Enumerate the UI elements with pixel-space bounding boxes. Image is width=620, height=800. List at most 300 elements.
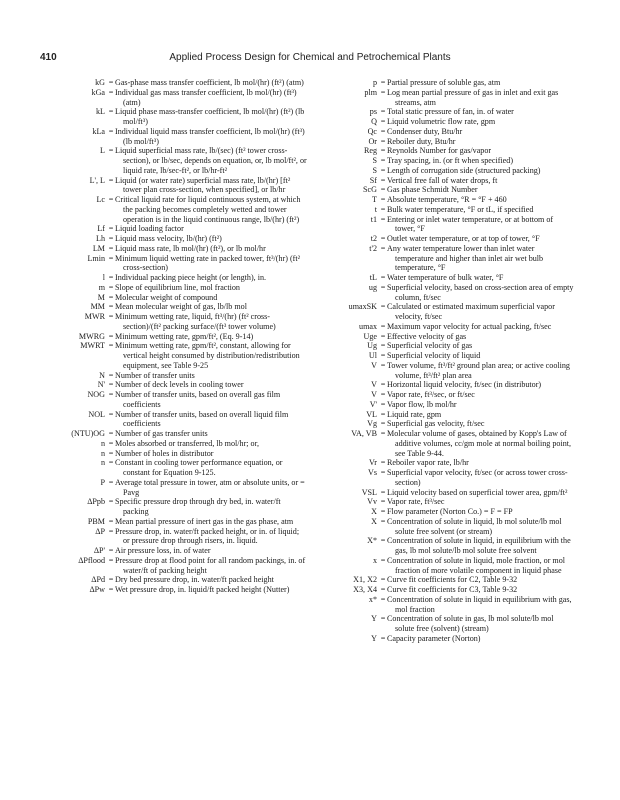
entry-equals: = (108, 234, 114, 243)
nomenclature-entry (55, 224, 307, 234)
entry-equals: = (380, 195, 386, 204)
entry-definition: Concentration of solute in liquid, lb mol solute/lb mol solute free solvent (or stream) (387, 516, 562, 536)
entry-equals: = (380, 204, 386, 214)
entry-symbol: Ug (367, 341, 377, 351)
entry-symbol: VL (366, 409, 377, 419)
entry-symbol: MWRT (80, 341, 105, 351)
entry-definition: Effective velocity of gas (387, 331, 467, 341)
nomenclature-entry (55, 585, 307, 595)
entry-symbol: V (371, 360, 377, 370)
nomenclature-entry (312, 341, 574, 351)
nomenclature-entry (55, 244, 307, 254)
entry-symbol: Ul (368, 351, 377, 360)
nomenclature-entry (55, 273, 307, 283)
nomenclature-entry (55, 107, 307, 127)
nomenclature-entry (55, 341, 307, 370)
nomenclature-entry (55, 439, 307, 449)
entry-definition: Liquid mass rate, lb mol/(hr) (ft²), or lb mol/hr (115, 243, 266, 253)
entry-definition: Concentration of solute in gas, lb mol solute/lb mol solute free (solvent) (stream) (387, 614, 554, 633)
entry-symbol: n (100, 448, 105, 458)
entry-definition: Tower volume, ft³/ft² ground plan area; or active cooling volume, ft³/ft² plan area (387, 360, 570, 380)
nomenclature-entry (55, 517, 307, 527)
entry-definition: Reboiler vapor rate, lb/hr (387, 458, 469, 468)
entry-definition: Superficial velocity, based on cross-section area of empty column, ft/sec (387, 282, 574, 302)
entry-equals: = (108, 302, 114, 312)
entry-symbol: n (100, 438, 105, 448)
entry-definition: Mean molecular weight of gas, lb/lb mol (115, 302, 247, 312)
entry-equals: = (108, 224, 114, 234)
entry-definition: Horizontal liquid velocity, ft/sec (in distributor) (387, 380, 542, 390)
nomenclature-entry (312, 517, 574, 537)
entry-symbol: kGa (91, 87, 105, 97)
entry-symbol: Y (371, 633, 377, 643)
nomenclature-entry (312, 361, 574, 381)
entry-symbol: umax (359, 321, 377, 331)
entry-symbol: Lf (97, 224, 105, 234)
nomenclature-entry (55, 312, 307, 332)
entry-symbol: NOG (87, 390, 105, 399)
entry-equals: = (108, 282, 114, 292)
entry-symbol: Lh (96, 234, 105, 243)
entry-symbol: ps (369, 107, 377, 117)
entry-equals: = (380, 78, 386, 87)
entry-equals: = (380, 117, 386, 126)
entry-definition: Vapor flow, lb mol/hr (387, 399, 457, 409)
entry-definition: Molecular weight of compound (115, 292, 218, 302)
nomenclature-entry (55, 332, 307, 342)
entry-equals: = (108, 555, 114, 565)
nomenclature-entry (55, 380, 307, 390)
entry-definition: Pressure drop at flood point for all random packings, in. of water/ft of packing height (115, 555, 306, 575)
nomenclature-entry (312, 410, 574, 420)
entry-equals: = (108, 331, 114, 341)
entry-definition: Liquid superficial mass rate, lb/(sec) (ft² tower cross-section), or lb/sec, depends on equation, or, lb mol/ft², or liquid rate, lb/sec-ft², or lb/hr-ft² (115, 146, 307, 175)
entry-symbol: V (371, 380, 377, 390)
entry-equals: = (380, 156, 386, 165)
running-title: Applied Process Design for Chemical and Petrochemical Plants (169, 52, 451, 63)
entry-definition: Minimum wetting rate, gpm/ft², (Eq. 9-14) (115, 331, 254, 341)
entry-equals: = (380, 282, 386, 292)
entry-definition: Tray spacing, in. (or ft when specified) (387, 156, 514, 165)
entry-equals: = (108, 409, 114, 419)
entry-equals: = (108, 243, 114, 253)
nomenclature-entry (55, 575, 307, 585)
entry-symbol: kL (96, 107, 105, 117)
nomenclature-entry (312, 302, 574, 322)
entry-definition: Entering or inlet water temperature, or at bottom of tower, °F (387, 214, 554, 234)
entry-definition: Specific pressure drop through dry bed, in. water/ft packing (115, 497, 281, 516)
nomenclature-entry (312, 497, 574, 507)
nomenclature-entry (312, 273, 574, 283)
entry-equals: = (108, 312, 114, 321)
nomenclature-entry (55, 429, 307, 439)
nomenclature-entry (55, 146, 307, 175)
entry-definition: Number of transfer units, based on overall liquid film coefficients (115, 409, 289, 429)
entry-symbol: X (371, 516, 377, 526)
entry-symbol: T (372, 195, 377, 204)
entry-equals: = (380, 185, 386, 195)
entry-definition: Bulk water temperature, °F or tL, if specified (387, 204, 534, 214)
entry-symbol: Sf (369, 175, 377, 185)
entry-equals: = (380, 614, 386, 624)
nomenclature-entry (55, 234, 307, 244)
entry-definition: Superficial vapor velocity, ft/sec (or across tower cross-section) (387, 468, 568, 487)
entry-equals: = (108, 458, 114, 468)
entry-symbol: plm (364, 87, 377, 97)
entry-equals: = (108, 526, 114, 536)
entry-equals: = (108, 438, 114, 448)
entry-equals: = (108, 370, 114, 380)
nomenclature-entry (312, 215, 574, 235)
entry-definition: Concentration of solute in liquid, in equilibrium with the gas, lb mol solute/lb mol solute free solvent (387, 536, 571, 555)
entry-symbol: Vv (367, 497, 377, 507)
nomenclature-entry (55, 78, 307, 88)
nomenclature-entry (312, 234, 574, 244)
nomenclature-entry (55, 176, 307, 196)
entry-definition: Pressure drop, in. water/ft packed height, or in. of liquid; or pressure drop through risers, in. liquid. (115, 526, 300, 546)
entry-definition: Water temperature of bulk water, °F (387, 273, 504, 282)
entry-definition: Air pressure loss, in. of water (115, 546, 211, 555)
entry-symbol: X (371, 507, 377, 516)
entry-symbol: tL (369, 273, 377, 282)
nomenclature-entry (55, 88, 307, 108)
entry-equals: = (380, 321, 386, 331)
entry-definition: Vertical free fall of water drops, ft (387, 175, 498, 185)
entry-definition: Outlet water temperature, or at top of tower, °F (387, 234, 540, 243)
entry-symbol: t'2 (369, 243, 377, 253)
entry-symbol: V' (369, 399, 377, 409)
nomenclature-entry (312, 322, 574, 332)
entry-definition: Mean partial pressure of inert gas in the gas phase, atm (115, 516, 294, 526)
entry-definition: Vapor rate, ft³/sec, or ft/sec (387, 390, 475, 399)
entry-symbol: Qc (367, 126, 377, 136)
entry-symbol: ΔPflood (78, 555, 105, 565)
entry-symbol: ΔP (95, 526, 105, 536)
nomenclature-entry (312, 185, 574, 195)
entry-symbol: l (102, 273, 105, 282)
entry-symbol: t2 (370, 234, 377, 243)
entry-symbol: L', L (89, 175, 105, 185)
entry-equals: = (380, 585, 386, 594)
entry-definition: Liquid velocity based on superficial tower area, gpm/ft² (387, 487, 568, 497)
entry-equals: = (108, 341, 114, 351)
entry-symbol: kG (95, 78, 105, 87)
entry-definition: Liquid phase mass-transfer coefficient, lb mol/(hr) (ft²) (lb mol/ft³) (115, 107, 305, 126)
entry-definition: Calculated or estimated maximum superficial vapor velocity, ft/sec (387, 302, 555, 321)
entry-symbol: X3, X4 (353, 585, 377, 594)
entry-equals: = (380, 409, 386, 419)
entry-symbol: ScG (363, 185, 377, 195)
nomenclature-entry (55, 254, 307, 274)
entry-definition: Concentration of solute in liquid, mole fraction, or mol fraction of more volatile component in liquid phase (387, 555, 566, 575)
entry-symbol: N (99, 370, 105, 380)
nomenclature-entry (312, 488, 574, 498)
entry-equals: = (380, 633, 386, 643)
nomenclature-entry (312, 429, 574, 458)
entry-definition: Number of transfer units (115, 370, 195, 380)
entry-symbol: N' (97, 380, 105, 390)
entry-equals: = (108, 390, 114, 399)
entry-equals: = (108, 429, 114, 438)
nomenclature-entry (312, 556, 574, 576)
entry-symbol: Or (368, 136, 377, 146)
entry-equals: = (108, 78, 114, 87)
entry-symbol: t1 (370, 214, 377, 224)
entry-equals: = (380, 487, 386, 497)
nomenclature-entry (312, 351, 574, 361)
nomenclature-entry (55, 371, 307, 381)
nomenclature-entry (55, 195, 307, 224)
nomenclature-entry (312, 419, 574, 429)
entry-symbol: m (98, 282, 105, 292)
entry-equals: = (380, 351, 386, 360)
entry-symbol: ΔPd (91, 575, 105, 585)
entry-equals: = (380, 136, 386, 146)
page-number: 410 (40, 52, 57, 63)
nomenclature-entry (312, 166, 574, 176)
entry-equals: = (380, 107, 386, 117)
entry-symbol: LM (92, 243, 105, 253)
entry-definition: Constant in cooling tower performance equation, or constant for Equation 9-125. (115, 458, 283, 477)
entry-equals: = (108, 546, 114, 555)
entry-equals: = (380, 234, 386, 243)
entry-equals: = (380, 497, 386, 507)
entry-definition: Partial pressure of soluble gas, atm (387, 78, 501, 87)
nomenclature-entry (312, 390, 574, 400)
entry-equals: = (108, 380, 114, 390)
entry-equals: = (380, 341, 386, 351)
entry-equals: = (380, 273, 386, 282)
entry-symbol: S (372, 156, 377, 165)
entry-equals: = (380, 87, 386, 97)
entry-symbol: (NTU)OG (71, 429, 105, 438)
entry-definition: Condenser duty, Btu/hr (387, 126, 463, 136)
entry-symbol: Lmin (87, 253, 105, 263)
entry-symbol: ΔPpb (87, 497, 105, 507)
entry-definition: Critical liquid rate for liquid continuous system, at which the packing becomes completely wetted and tower operation is in the liquid continuous range, lb/(hr) (ft²) (115, 195, 301, 224)
entry-definition: Liquid loading factor (115, 224, 184, 234)
entry-symbol: L (100, 146, 105, 156)
entry-symbol: MM (90, 302, 105, 312)
entry-definition: Absolute temperature, °R = °F + 460 (387, 195, 507, 204)
nomenclature-entry (55, 449, 307, 459)
entry-definition: Dry bed pressure drop, in. water/ft packed height (115, 575, 274, 585)
entry-equals: = (380, 331, 386, 341)
entry-symbol: Vg (367, 419, 377, 429)
nomenclature-entry (312, 595, 574, 615)
entry-equals: = (108, 497, 114, 507)
entry-symbol: MWR (84, 312, 105, 321)
nomenclature-entry (312, 205, 574, 215)
entry-equals: = (380, 536, 386, 546)
nomenclature-entry (312, 507, 574, 517)
nomenclature-entry (55, 458, 307, 478)
entry-definition: Slope of equilibrium line, mol fraction (115, 282, 240, 292)
entry-equals: = (380, 575, 386, 585)
page-header (0, 50, 620, 66)
nomenclature-entry (55, 497, 307, 517)
entry-equals: = (108, 107, 114, 117)
entry-definition: Wet pressure drop, in. liquid/ft packed height (Nutter) (115, 585, 290, 594)
nomenclature-left-column (55, 78, 307, 595)
entry-definition: Superficial velocity of liquid (387, 351, 481, 360)
nomenclature-entry (55, 390, 307, 410)
nomenclature-entry (312, 156, 574, 166)
nomenclature-entry (312, 614, 574, 634)
entry-symbol: M (97, 292, 105, 302)
entry-equals: = (108, 448, 114, 458)
nomenclature-entry (312, 400, 574, 410)
nomenclature-entry (55, 556, 307, 576)
entry-definition: Reboiler duty, Btu/hr (387, 136, 456, 146)
entry-definition: Superficial gas velocity, ft/sec (387, 419, 485, 429)
entry-definition: Concentration of solute in liquid in equilibrium with gas, mol fraction (387, 594, 572, 614)
entry-definition: Minimum liquid wetting rate in packed tower, ft³/(hr) (ft² cross-section) (115, 253, 301, 273)
entry-equals: = (380, 516, 386, 526)
entry-equals: = (108, 585, 114, 594)
entry-equals: = (380, 175, 386, 185)
entry-definition: Individual packing piece height (or length), in. (115, 273, 267, 282)
entry-symbol: n (100, 458, 105, 468)
nomenclature-entry (312, 107, 574, 117)
entry-symbol: Q (371, 117, 377, 126)
entry-symbol: Lc (96, 195, 105, 204)
entry-definition: Curve fit coefficients for C3, Table 9-32 (387, 585, 518, 594)
entry-definition: Moles absorbed or transferred, lb mol/hr; or, (115, 438, 259, 448)
entry-definition: Number of gas transfer units (115, 429, 208, 438)
entry-definition: Reynolds Number for gas/vapor (387, 146, 492, 156)
nomenclature-entry (312, 195, 574, 205)
entry-equals: = (380, 399, 386, 409)
entry-definition: Minimum wetting rate, liquid, ft³/(hr) (ft² cross-section)/(ft² packing surface/(ft³ tower volume) (115, 312, 276, 331)
entry-definition: Flow parameter (Norton Co.) = F = FP (387, 507, 513, 516)
nomenclature-entry (55, 478, 307, 498)
nomenclature-entry (55, 527, 307, 547)
nomenclature-entry (55, 127, 307, 147)
entry-symbol: Uge (363, 331, 377, 341)
nomenclature-entry (55, 410, 307, 430)
entry-equals: = (380, 360, 386, 370)
entry-definition: Any water temperature lower than inlet water temperature and higher than inlet air wet bulb temperature, °F (387, 243, 544, 273)
nomenclature-entry (312, 575, 574, 585)
entry-definition: Maximum vapor velocity for actual packing, ft/sec (387, 321, 552, 331)
entry-definition: Number of transfer units, based on overall gas film coefficients (115, 390, 281, 409)
entry-definition: Log mean partial pressure of gas in inlet and exit gas streams, atm (387, 87, 559, 107)
entry-equals: = (380, 429, 386, 438)
entry-equals: = (380, 468, 386, 477)
nomenclature-entry (312, 634, 574, 644)
nomenclature-entry (55, 546, 307, 556)
entry-equals: = (108, 516, 114, 526)
entry-definition: Gas-phase mass transfer coefficient, lb mol/(hr) (ft²) (atm) (115, 78, 304, 87)
nomenclature-entry (312, 127, 574, 137)
entry-definition: Curve fit coefficients for C2, Table 9-32 (387, 575, 518, 585)
entry-equals: = (108, 195, 114, 204)
entry-symbol: P (100, 477, 105, 487)
entry-equals: = (380, 380, 386, 390)
entry-definition: Number of deck levels in cooling tower (115, 380, 244, 390)
entry-definition: Gas phase Schmidt Number (387, 185, 478, 195)
nomenclature-entry (312, 283, 574, 303)
entry-definition: Molecular volume of gases, obtained by Kopp's Law of additive volumes, cc/gm mole at normal boiling point, see Table 9-44. (387, 429, 572, 458)
nomenclature-entry (312, 117, 574, 127)
entry-equals: = (108, 87, 114, 97)
nomenclature-entry (312, 244, 574, 273)
entry-symbol: x (372, 555, 377, 565)
entry-equals: = (380, 243, 386, 253)
nomenclature-entry (55, 283, 307, 293)
entry-definition: Liquid rate, gpm (387, 409, 442, 419)
entry-equals: = (108, 253, 114, 263)
entry-symbol: VSL (361, 487, 377, 497)
entry-equals: = (380, 458, 386, 468)
entry-equals: = (380, 390, 386, 399)
nomenclature-entry (312, 468, 574, 488)
entry-equals: = (380, 126, 386, 136)
entry-symbol: Reg (363, 146, 377, 156)
entry-symbol: MWRG (78, 331, 105, 341)
entry-definition: Liquid volumetric flow rate, gpm (387, 117, 496, 126)
nomenclature-entry (55, 302, 307, 312)
entry-symbol: t (374, 204, 377, 214)
nomenclature-entry (55, 293, 307, 303)
entry-definition: Superficial velocity of gas (387, 341, 473, 351)
entry-symbol: ug (368, 282, 377, 292)
nomenclature-entry (312, 380, 574, 390)
nomenclature-entry (312, 585, 574, 595)
entry-equals: = (380, 302, 386, 312)
entry-equals: = (380, 419, 386, 429)
entry-symbol: Y (371, 614, 377, 624)
entry-equals: = (108, 146, 114, 156)
entry-symbol: umaxSK (348, 302, 377, 312)
nomenclature-entry (312, 536, 574, 556)
entry-symbol: kLa (92, 126, 105, 136)
entry-definition: Total static pressure of fan, in. of water (387, 107, 514, 117)
entry-definition: Individual gas mass transfer coefficient, lb mol/(hr) (ft³) (atm) (115, 87, 297, 107)
entry-equals: = (108, 126, 114, 136)
entry-symbol: ΔPw (89, 585, 105, 594)
entry-definition: Length of corrugation side (structured packing) (387, 165, 541, 175)
nomenclature-entry (312, 332, 574, 342)
entry-symbol: ΔP' (93, 546, 105, 555)
entry-symbol: Vs (368, 468, 377, 477)
entry-symbol: X* (367, 536, 377, 546)
entry-equals: = (108, 477, 114, 487)
entry-equals: = (108, 175, 114, 185)
nomenclature-entry (312, 176, 574, 186)
entry-symbol: VA, VB (351, 429, 377, 438)
entry-symbol: p (372, 78, 377, 87)
entry-equals: = (108, 273, 114, 282)
entry-equals: = (380, 165, 386, 175)
entry-symbol: NOL (88, 409, 105, 419)
entry-symbol: X1, X2 (353, 575, 377, 585)
nomenclature-entry (312, 137, 574, 147)
entry-definition: Liquid mass velocity, lb/(hr) (ft²) (115, 234, 222, 243)
entry-definition: Vapor rate, ft³/sec (387, 497, 445, 507)
nomenclature-entry (312, 458, 574, 468)
entry-symbol: Vr (368, 458, 377, 468)
nomenclature-right-column (312, 78, 574, 644)
entry-definition: Liquid (or water rate) superficial mass rate, lb/(hr) [ft² tower plan cross-section, when specified], or lb/hr (115, 175, 291, 195)
entry-symbol: V (371, 390, 377, 399)
entry-symbol: x* (368, 594, 377, 604)
entry-definition: Capacity parameter (Norton) (387, 633, 481, 643)
entry-definition: Minimum wetting rate, gpm/ft², constant, allowing for vertical height consumed by distribution/redistribution equipment, see Table 9-25 (115, 341, 300, 370)
entry-definition: Individual liquid mass transfer coefficient, lb mol/(hr) (ft³) (lb mol/ft³) (115, 126, 305, 146)
nomenclature-entry (312, 88, 574, 108)
